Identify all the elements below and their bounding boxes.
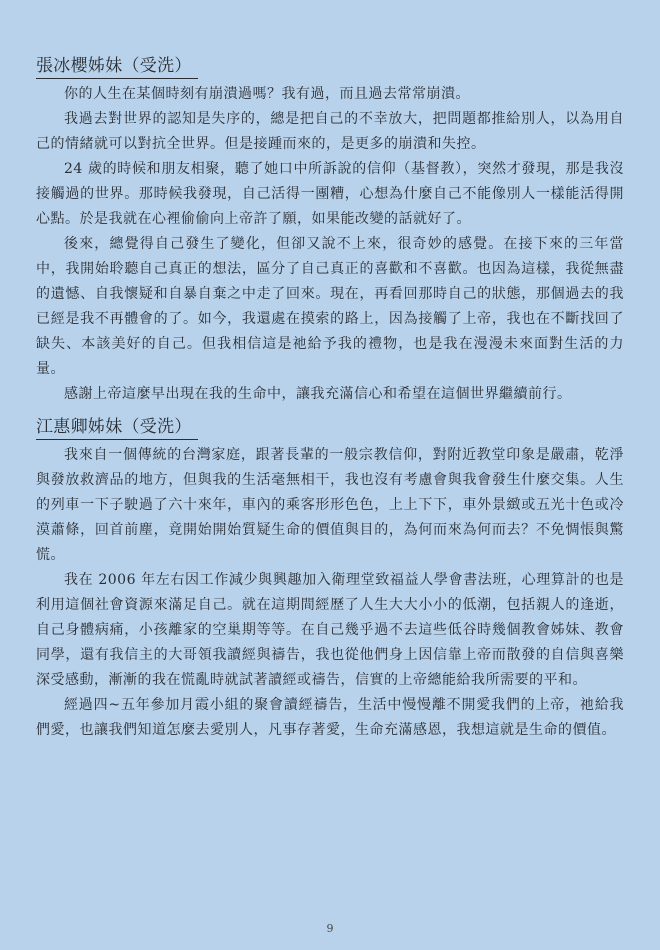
page-number: 9 — [326, 922, 334, 935]
paragraph: 感謝上帝這麼早出現在我的生命中，讓我充滿信心和希望在這個世界繼續前行。 — [64, 386, 572, 402]
paragraph: 你的人生在某個時刻有崩潰過嗎？我有過，而且過去常常崩潰。 — [64, 86, 470, 102]
paragraph: 我來自一個傳統的台灣家庭，跟著長輩的一般宗教信仰，對附近教堂印象是嚴肅，乾淨與發放救濟品的地方，但與我的生活毫無相干，我也沒有考慮會與我會發生什麼交集。人生的列車一下子駛過了六十來年，車內的乘客形形色色，上上下下，車外景緻或五光十色或冷漠蕭條，回首前塵，竟開始開始質疑生命的價值與目的，為何而來為何而去？不免惆悵與驚慌。 — [36, 447, 624, 563]
paragraph: 經過四~五年參加月霞小組的聚會讀經禱告，生活中慢慢離不開愛我們的上帝，祂給我們愛，也讓我們知道怎麼去愛別人，凡事存著愛，生命充滿感恩，我想這就是生命的價值。 — [36, 697, 624, 738]
paragraph: 我在 2006 年左右因工作減少與興趣加入衛理堂致福益人學會書法班，心理算計的也是利用這個社會資源來滿足自己。就在這期間經歷了人生大大小小的低潮，包括親人的逢逝，自己身體病痛，小孩離家的空巢期等等。在自己幾乎過不去這些低谷時幾個教會姊妹、教會同學，還有我信主的大哥領我讀經與禱告，我也從他們身上因信靠上帝而散發的自信與喜樂深受感動，漸漸的我在慌亂時就試著讀經或禱告，信實的上帝總能給我所需要的平和。 — [36, 572, 624, 688]
paragraph: 24 歲的時候和朋友相聚，聽了她口中所訴說的信仰（基督教），突然才發現，那是我沒接觸過的世界。那時候我發現，自己活得一團糟，心想為什麼自己不能像別人一樣能活得開心點。於是我就在心裡偷偷向上帝許了願，如果能改變的話就好了。 — [36, 161, 624, 227]
section-heading: 江惠卿姊妹（受洗） — [36, 417, 198, 440]
testimony-section-1 — [36, 56, 624, 407]
paragraph: 後來，總覺得自己發生了變化，但卻又說不上來，很奇妙的感覺。在接下來的三年當中，我開始聆聽自己真正的想法，區分了自己真正的喜歡和不喜歡。也因為這樣，我從無盡的遺憾、自我懷疑和自暴自棄之中走了回來。現在，再看回那時自己的狀態，那個過去的我已經是我不再體會的了。如今，我還處在摸索的路上，因為接觸了上帝，我也在不斷找回了缺失、本該美好的自己。但我相信這是祂給予我的禮物，也是我在漫漫未來面對生活的力量。 — [36, 236, 624, 377]
section-heading: 張冰櫻姊妹（受洗） — [36, 56, 198, 79]
paragraph: 我過去對世界的認知是失序的，總是把自己的不幸放大，把問題都推給別人，以為用自己的情緒就可以對抗全世界。但是接踵而來的，是更多的崩潰和失控。 — [36, 111, 624, 152]
testimony-section-2 — [36, 417, 624, 743]
